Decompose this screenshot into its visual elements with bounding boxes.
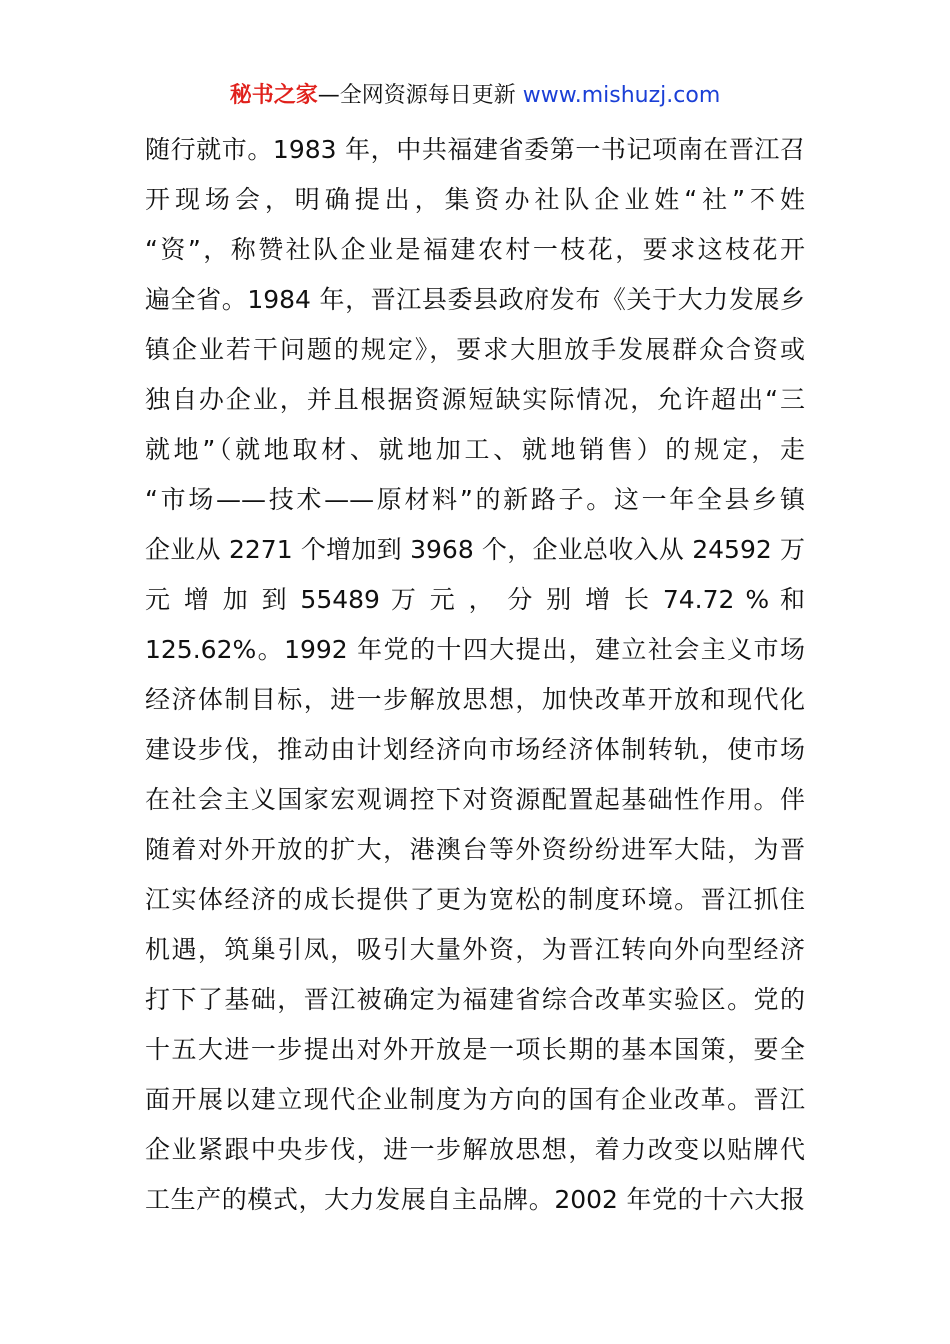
text-line: 随着对外开放的扩大，港澳台等外资纷纷进军大陆，为晋 <box>145 835 805 864</box>
text-line: 面开展以建立现代企业制度为方向的国有企业改革。晋江 <box>145 1085 805 1114</box>
header-tagline: —全网资源每日更新 <box>317 83 523 108</box>
text-line: 企业紧跟中央步伐，进一步解放思想，着力改变以贴牌代 <box>145 1135 805 1164</box>
text-line: 开现场会，明确提出，集资办社队企业姓“社”不姓 <box>145 185 805 214</box>
document-body <box>145 125 805 1225</box>
text-line: 企业从 2271 个增加到 3968 个，企业总收入从 24592 万 <box>145 535 805 564</box>
text-line: 镇企业若干问题的规定》，要求大胆放手发展群众合资或 <box>145 335 805 364</box>
text-line: 元 增 加 到 55489 万 元 ， 分 别 增 长 74.72 % 和 <box>145 585 805 614</box>
text-line: 遍全省。1984 年，晋江县委县政府发布《关于大力发展乡 <box>145 285 805 314</box>
site-url-link[interactable]: www.mishuzj.com <box>522 83 721 108</box>
text-line: 打下了基础，晋江被确定为福建省综合改革实验区。党的 <box>145 985 805 1014</box>
text-line: 随行就市。1983 年，中共福建省委第一书记项南在晋江召 <box>145 135 805 164</box>
text-line: 工生产的模式，大力发展自主品牌。2002 年党的十六大报 <box>145 1185 805 1214</box>
text-line: 十五大进一步提出对外开放是一项长期的基本国策，要全 <box>145 1035 805 1064</box>
text-line: 江实体经济的成长提供了更为宽松的制度环境。晋江抓住 <box>145 885 805 914</box>
text-line: “资”，称赞社队企业是福建农村一枝花，要求这枝花开 <box>145 235 805 264</box>
brand-name: 秘书之家 <box>229 83 318 108</box>
text-line: 经济体制目标，进一步解放思想，加快改革开放和现代化 <box>145 685 805 714</box>
text-line: 就地”（就地取材、就地加工、就地销售）的规定，走 <box>145 435 805 464</box>
text-line: 125.62%。1992 年党的十四大提出，建立社会主义市场 <box>145 635 805 664</box>
text-line: 在社会主义国家宏观调控下对资源配置起基础性作用。伴 <box>145 785 805 814</box>
text-line: “市场——技术——原材料”的新路子。这一年全县乡镇 <box>145 485 805 514</box>
page-header <box>0 80 950 112</box>
text-line: 机遇，筑巢引凤，吸引大量外资，为晋江转向外向型经济 <box>145 935 805 964</box>
text-line: 建设步伐，推动由计划经济向市场经济体制转轨，使市场 <box>145 735 805 764</box>
text-line: 独自办企业，并且根据资源短缺实际情况，允许超出“三 <box>145 385 805 414</box>
